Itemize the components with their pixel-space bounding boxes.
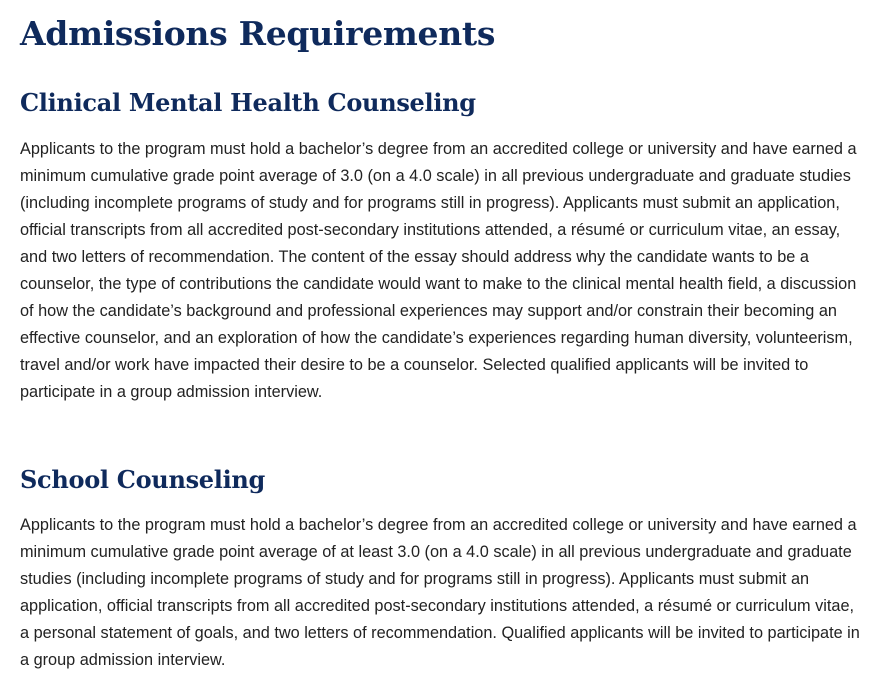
section-heading-clinical-mental-health: Clinical Mental Health Counseling — [20, 88, 476, 117]
section-heading-school-counseling: School Counseling — [20, 465, 266, 494]
page-title: Admissions Requirements — [20, 14, 496, 53]
section-body-school-counseling: Applicants to the program must hold a bachelor’s degree from an accredited college or university and have earned a minimum cumulative grade point average of at least 3.0 (on a 4.0 scale) in all previous undergraduate and graduate studies (including incomplete programs of study and for programs still in progress). Applicants must submit an application, official transcripts from all accredited post-secondary institutions attended, a résumé or curriculum vitae, a personal statement of goals, and two letters of recommendation. Qualified applicants will be invited to participate in a group admission interview. — [20, 516, 860, 669]
section-body-clinical-mental-health: Applicants to the program must hold a bachelor’s degree from an accredited college or university and have earned a minimum cumulative grade point average of 3.0 (on a 4.0 scale) in all previous undergraduate and graduate studies (including incomplete programs of study and for programs still in progress). Applicants must submit an application, official transcripts from all accredited post-secondary institutions attended, a résumé or curriculum vitae, an essay, and two letters of recommendation. The content of the essay should address why the candidate wants to be a counselor, the type of contributions the candidate would want to make to the clinical mental health field, a discussion of how the candidate’s background and professional experiences may support and/or constrain their becoming an effective counselor, and an exploration of how the candidate’s experiences regarding human diversity, volunteerism, travel and/or work have impacted their desire to be a counselor. Selected qualified applicants will be invited to participate in a group admission interview. — [20, 140, 857, 401]
